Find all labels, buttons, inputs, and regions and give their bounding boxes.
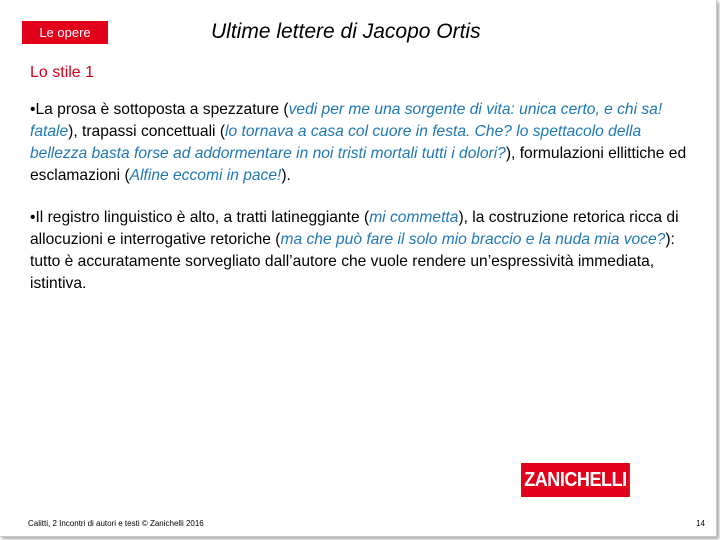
bullet-icon: • xyxy=(30,101,36,118)
bullet-paragraph-1 xyxy=(30,99,702,187)
paragraph-text: ), formulazioni ellittiche ed esclamazioni ( xyxy=(30,145,687,184)
paragraph-text: ), la costruzione retorica ricca di allocuzioni e interrogative retoriche ( xyxy=(30,209,679,248)
slide-title: Ultime lettere di Jacopo Ortis xyxy=(211,20,481,43)
quotation: vedi per me una sorgente di vita: unica certo, e chi sa! fatale xyxy=(30,101,663,140)
paragraph-text: ), trapassi concettuali ( xyxy=(68,123,226,140)
zanichelli-logo: ZANICHELLI xyxy=(521,463,630,497)
paragraph-text: La prosa è sottoposta a spezzature ( xyxy=(35,101,289,118)
paragraph-text: ). xyxy=(281,167,291,184)
paragraph-text: Il registro linguistico è alto, a tratti latineggiante ( xyxy=(35,209,370,226)
page-number: 14 xyxy=(696,519,705,528)
slide-body xyxy=(30,99,702,315)
paragraph-text: ): tutto è accuratamente sorvegliato dall’autore che vuole rendere un’espressività immediata, istintiva. xyxy=(30,231,675,292)
quotation: mi commetta xyxy=(369,209,459,226)
quotation: ma che può fare il solo mio braccio e la nuda mia voce? xyxy=(280,231,666,248)
section-tag: Le opere xyxy=(22,21,108,44)
bullet-paragraph-2 xyxy=(30,207,702,295)
quotation: lo tornava a casa col cuore in festa. Che? lo spettacolo della bellezza basta forse ad addormentare in noi tristi mortali tutti i dolori? xyxy=(30,123,642,162)
slide-subtitle: Lo stile 1 xyxy=(30,64,95,81)
quotation: Alfine eccomi in pace! xyxy=(129,167,282,184)
footer-credit: Calitti, 2 Incontri di autori e testi © Zanichelli 2016 xyxy=(28,519,204,528)
bullet-icon: • xyxy=(30,209,36,226)
